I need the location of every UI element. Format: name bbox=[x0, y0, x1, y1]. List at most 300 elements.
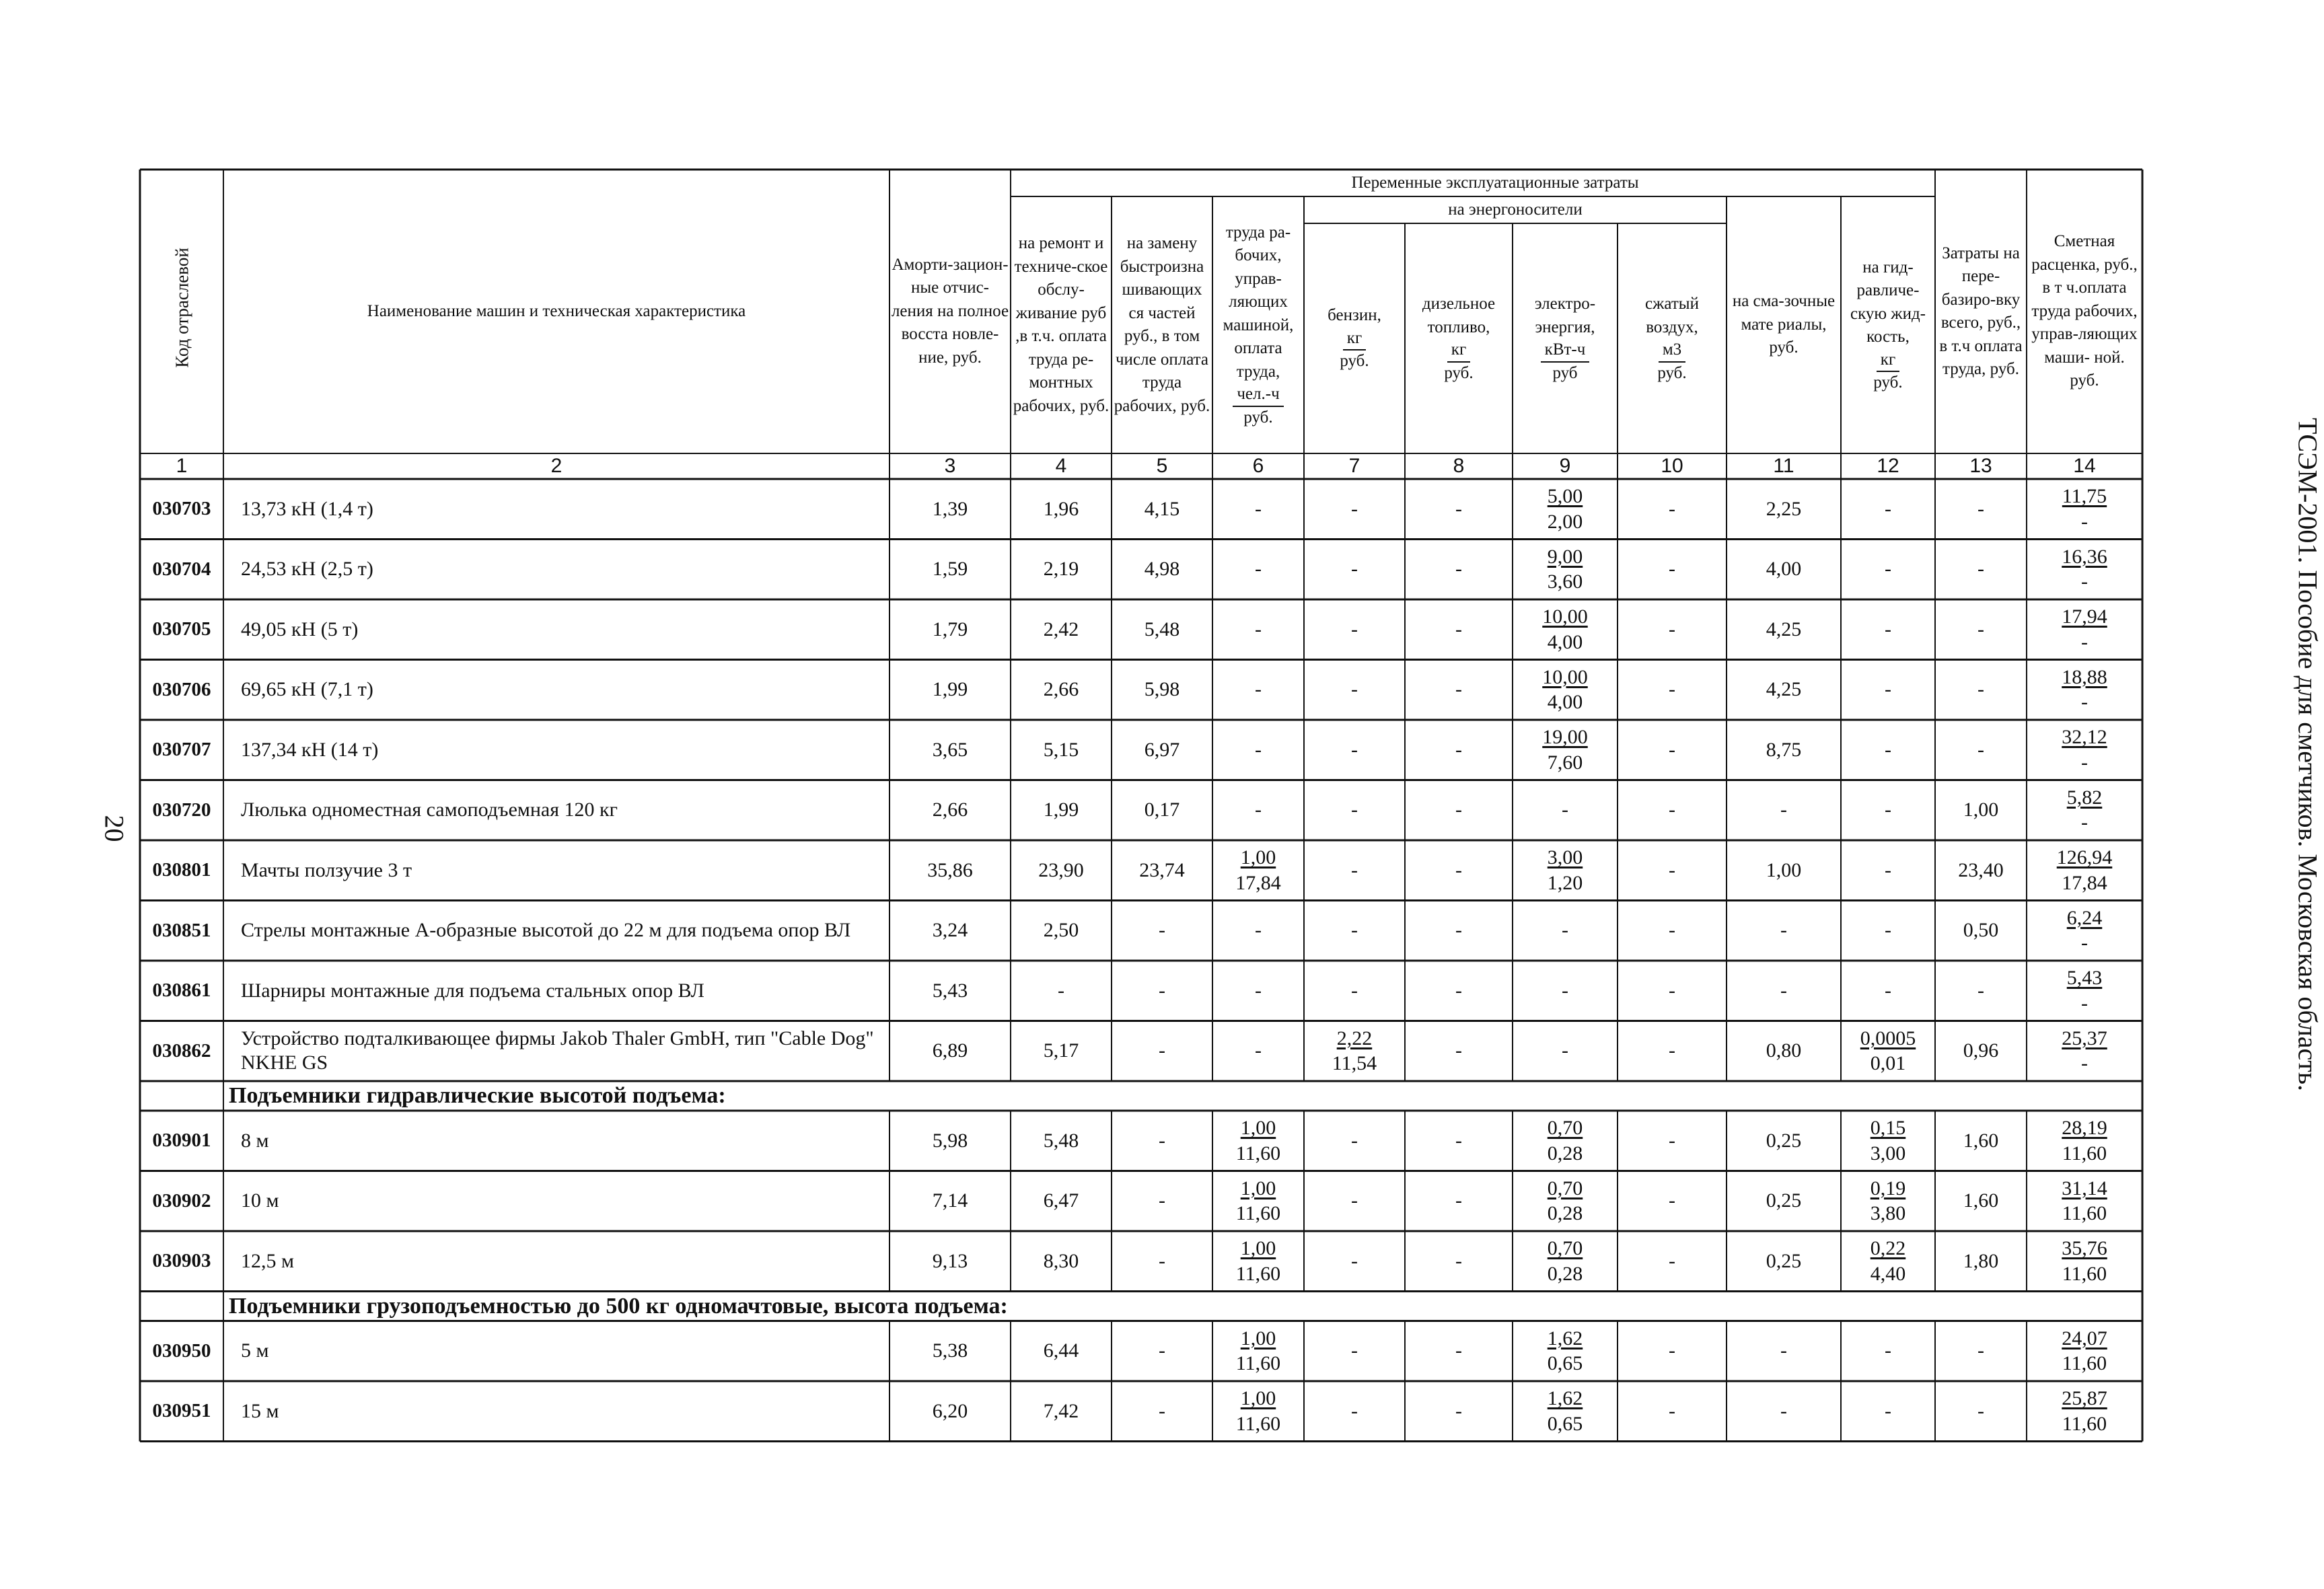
cell-rate bbox=[2027, 1381, 2142, 1442]
cell-petrol: - bbox=[1351, 919, 1358, 942]
cell-rate bbox=[2027, 660, 2142, 720]
cell-labor-bottom: 11,60 bbox=[1235, 1412, 1281, 1435]
cell-air: - bbox=[1669, 558, 1675, 581]
header-labor-unit: чел.-ч bbox=[1233, 383, 1283, 407]
cell-labor bbox=[1212, 1171, 1304, 1232]
cell-lubricants: - bbox=[1780, 1339, 1787, 1362]
header-hydraulic: на гид-равличе-скую жид-кость, $\frac{кг}{\text{руб.}}$ bbox=[1850, 258, 1926, 392]
cell-labor-bottom: 11,60 bbox=[1235, 1262, 1281, 1285]
cell-replace: 23,74 bbox=[1139, 858, 1185, 881]
cell-replace: 4,98 bbox=[1144, 558, 1180, 581]
cell-electric bbox=[1513, 1381, 1618, 1442]
row-name: Стрелы монтажные А-образные высотой до 22 м для подъема опор ВЛ bbox=[241, 919, 851, 942]
cell-electric bbox=[1513, 1111, 1618, 1171]
cell-petrol: - bbox=[1351, 497, 1358, 520]
header-code: Код отраслевой bbox=[172, 248, 192, 368]
cell-electric-top: 0,70 bbox=[1547, 1177, 1583, 1199]
column-number-1: 1 bbox=[176, 455, 188, 477]
cell-amortization: 1,79 bbox=[932, 618, 968, 640]
header-rate: Сметная расценка, руб., в т ч.оплата труда рабочих, управ-ляющих маши- ной. руб. bbox=[2031, 232, 2138, 390]
cell-rate-top: 35,76 bbox=[2062, 1237, 2107, 1260]
cell-labor: - bbox=[1255, 558, 1262, 581]
cell-transfer: - bbox=[1977, 618, 1984, 640]
cell-rate bbox=[2027, 1171, 2142, 1232]
cell-electric-bottom: 0,65 bbox=[1547, 1412, 1583, 1435]
cell-petrol: - bbox=[1351, 678, 1358, 701]
cell-diesel: - bbox=[1455, 497, 1462, 520]
cell-replace: - bbox=[1159, 1249, 1165, 1272]
row-code: 030851 bbox=[152, 919, 211, 941]
cell-air: - bbox=[1669, 618, 1675, 640]
cell-rate bbox=[2027, 901, 2142, 961]
cell-amortization: 5,38 bbox=[932, 1339, 968, 1362]
cell-air: - bbox=[1669, 738, 1675, 761]
cell-electric bbox=[1513, 479, 1618, 540]
cell-petrol: - bbox=[1351, 1249, 1358, 1272]
cell-rate-bottom: 17,84 bbox=[2062, 871, 2107, 894]
cell-repair: 1,96 bbox=[1043, 497, 1079, 520]
cell-rate-bottom: 11,60 bbox=[2062, 1202, 2107, 1225]
cell-repair: 2,66 bbox=[1043, 678, 1079, 701]
cell-rate bbox=[2027, 599, 2142, 660]
cell-amortization: 5,98 bbox=[932, 1129, 968, 1152]
cell-rate-bottom: - bbox=[2081, 932, 2088, 955]
cell-diesel: - bbox=[1455, 678, 1462, 701]
cell-hydraulic bbox=[1841, 1171, 1935, 1232]
cell-rate bbox=[2027, 1231, 2142, 1292]
cell-hydraulic: - bbox=[1885, 858, 1891, 881]
cell-rate-top: 31,14 bbox=[2062, 1177, 2107, 1199]
cell-electric-bottom: 0,28 bbox=[1547, 1262, 1583, 1285]
row-code: 030951 bbox=[152, 1400, 211, 1422]
cell-rate bbox=[2027, 1321, 2142, 1382]
cell-replace: 5,48 bbox=[1144, 618, 1180, 640]
row-name: 8 м bbox=[241, 1129, 269, 1152]
cell-electric bbox=[1513, 1321, 1618, 1382]
cell-transfer: 0,96 bbox=[1963, 1039, 1999, 1062]
row-name: Мачты ползучие 3 т bbox=[241, 858, 412, 881]
row-name: 49,05 кН (5 т) bbox=[241, 618, 359, 640]
cell-labor-top: 1,00 bbox=[1240, 1237, 1276, 1260]
row-name: 137,34 кН (14 т) bbox=[241, 738, 379, 761]
cell-electric-bottom: 7,60 bbox=[1547, 751, 1583, 774]
cell-electric bbox=[1513, 840, 1618, 901]
cell-hydraulic-bottom: 0,01 bbox=[1870, 1052, 1906, 1075]
cell-electric-top: 10,00 bbox=[1542, 665, 1588, 688]
cell-electric bbox=[1513, 1171, 1618, 1232]
cell-electric: - bbox=[1562, 799, 1568, 821]
cell-labor-bottom: 11,60 bbox=[1235, 1352, 1281, 1375]
cell-rate bbox=[2027, 540, 2142, 600]
cell-petrol: - bbox=[1351, 979, 1358, 1002]
cell-labor-bottom: 11,60 bbox=[1235, 1202, 1281, 1225]
cell-hydraulic-bottom: 3,00 bbox=[1870, 1142, 1906, 1165]
row-name: Устройство подталкивающее фирмы Jakob Thaler GmbH, тип "Cable Dog" NKHE GS bbox=[241, 1027, 874, 1074]
cell-amortization: 1,99 bbox=[932, 678, 968, 701]
cell-amortization: 6,89 bbox=[932, 1039, 968, 1062]
cell-lubricants: 8,75 bbox=[1766, 738, 1802, 761]
cell-replace: 6,97 bbox=[1144, 738, 1180, 761]
cell-electric-bottom: 2,00 bbox=[1547, 510, 1583, 533]
cell-rate-bottom: 11,60 bbox=[2062, 1352, 2107, 1375]
cell-transfer: - bbox=[1977, 1399, 1984, 1422]
header-electric: электро-энергия, $\frac{\text{кВт-ч}}{\text{руб}}$ bbox=[1534, 295, 1596, 382]
cell-amortization: 6,20 bbox=[932, 1399, 968, 1422]
cell-diesel: - bbox=[1455, 558, 1462, 581]
cell-labor bbox=[1212, 1111, 1304, 1171]
cell-labor bbox=[1212, 1321, 1304, 1382]
cell-diesel: - bbox=[1455, 738, 1462, 761]
cell-rate-top: 25,87 bbox=[2062, 1387, 2107, 1410]
cell-hydraulic-top: 0,22 bbox=[1870, 1237, 1906, 1260]
cell-electric bbox=[1513, 599, 1618, 660]
cell-petrol: - bbox=[1351, 558, 1358, 581]
cell-lubricants: - bbox=[1780, 799, 1787, 821]
cell-rate-top: 16,36 bbox=[2062, 545, 2107, 568]
cell-diesel: - bbox=[1455, 858, 1462, 881]
cell-petrol: - bbox=[1351, 1129, 1358, 1152]
cell-hydraulic: - bbox=[1885, 558, 1891, 581]
header-amortization: Аморти-зацион-ные отчис-ления на полное восста новле-ние, руб. bbox=[891, 255, 1009, 367]
cell-electric-bottom: 0,28 bbox=[1547, 1202, 1583, 1225]
header-transfer: Затраты на пере-базиро-вку всего, руб., в т.ч оплата труда, руб. bbox=[1939, 244, 2023, 378]
cell-lubricants: 2,25 bbox=[1766, 497, 1802, 520]
cell-repair: 5,48 bbox=[1043, 1129, 1079, 1152]
row-name: Люлька одноместная самоподъемная 120 кг bbox=[241, 799, 618, 821]
row-code: 030903 bbox=[152, 1250, 211, 1272]
cell-air: - bbox=[1669, 1039, 1675, 1062]
cell-hydraulic bbox=[1841, 1021, 1935, 1082]
cell-electric-bottom: 3,60 bbox=[1547, 570, 1583, 593]
cell-replace: - bbox=[1159, 919, 1165, 942]
cell-hydraulic: - bbox=[1885, 919, 1891, 942]
cell-rate-top: 18,88 bbox=[2062, 665, 2107, 688]
cell-petrol-bottom: 11,54 bbox=[1332, 1052, 1377, 1075]
cell-hydraulic: - bbox=[1885, 1399, 1891, 1422]
row-code: 030901 bbox=[152, 1130, 211, 1152]
cell-rate-top: 5,82 bbox=[2066, 786, 2103, 809]
column-number-7: 7 bbox=[1348, 455, 1360, 477]
cell-labor: - bbox=[1255, 979, 1262, 1002]
cell-air: - bbox=[1669, 858, 1675, 881]
cell-diesel: - bbox=[1455, 1339, 1462, 1362]
header-petrol: бензин, $\frac{кг}{\text{руб.}}$ bbox=[1328, 306, 1381, 371]
section-heading: Подъемники грузоподъемностью до 500 кг одномачтовые, высота подъема: bbox=[229, 1293, 1008, 1319]
header-diesel: дизельное топливо, $\frac{кг}{\text{руб.}}$ bbox=[1422, 295, 1496, 382]
cell-transfer: - bbox=[1977, 979, 1984, 1002]
cell-hydraulic: - bbox=[1885, 738, 1891, 761]
cell-rate-top: 24,07 bbox=[2062, 1327, 2107, 1350]
cell-hydraulic: - bbox=[1885, 678, 1891, 701]
cell-rate-bottom: - bbox=[2081, 691, 2088, 714]
cell-hydraulic bbox=[1841, 1231, 1935, 1292]
cell-petrol: - bbox=[1351, 618, 1358, 640]
cell-labor-bottom: 17,84 bbox=[1235, 871, 1281, 894]
cell-amortization: 5,43 bbox=[932, 979, 968, 1002]
column-number-3: 3 bbox=[944, 455, 956, 477]
cell-petrol bbox=[1304, 1021, 1405, 1082]
cell-transfer: 0,50 bbox=[1963, 919, 1999, 942]
row-code: 030862 bbox=[152, 1039, 211, 1062]
column-number-8: 8 bbox=[1453, 455, 1465, 477]
row-code: 030720 bbox=[152, 799, 211, 821]
header-variable-costs: Переменные эксплуатационные затраты bbox=[1351, 173, 1639, 192]
cell-electric-top: 3,00 bbox=[1547, 846, 1583, 869]
cell-rate-top: 5,43 bbox=[2066, 967, 2103, 990]
cell-repair: 2,50 bbox=[1043, 919, 1079, 942]
cell-petrol: - bbox=[1351, 1339, 1358, 1362]
cell-transfer: 1,60 bbox=[1963, 1189, 1999, 1212]
cell-electric-top: 0,70 bbox=[1547, 1237, 1583, 1260]
row-code: 030801 bbox=[152, 859, 211, 881]
cell-diesel: - bbox=[1455, 618, 1462, 640]
cell-lubricants: 0,25 bbox=[1766, 1249, 1802, 1272]
header-lubricants: на сма-зочные мате риалы, руб. bbox=[1732, 292, 1836, 357]
cell-labor-top: 1,00 bbox=[1240, 1117, 1276, 1140]
cell-diesel: - bbox=[1455, 979, 1462, 1002]
cell-amortization: 3,65 bbox=[932, 738, 968, 761]
header-labor: труда ра-бочих, управ-ляющих машиной, оплата труда, $\frac{\text{чел.-ч}}{\text{руб.}}$ bbox=[1212, 196, 1304, 453]
cell-rate-bottom: - bbox=[2081, 811, 2088, 834]
cell-electric-bottom: 4,00 bbox=[1547, 630, 1583, 653]
cell-replace: - bbox=[1159, 1399, 1165, 1422]
header-name: Наименование машин и техническая характеристика bbox=[367, 301, 746, 320]
row-code: 030902 bbox=[152, 1189, 211, 1212]
cell-transfer: 1,60 bbox=[1963, 1129, 1999, 1152]
cell-labor bbox=[1212, 1231, 1304, 1292]
header-energy: на энергоносители bbox=[1448, 200, 1583, 219]
row-code: 030706 bbox=[152, 678, 211, 700]
cell-diesel: - bbox=[1455, 799, 1462, 821]
cell-labor-top: 1,00 bbox=[1240, 1177, 1276, 1199]
cell-repair: 2,19 bbox=[1043, 558, 1079, 581]
cell-labor: - bbox=[1255, 799, 1262, 821]
cell-hydraulic-bottom: 3,80 bbox=[1870, 1202, 1906, 1225]
row-code: 030703 bbox=[152, 498, 211, 520]
cell-petrol: - bbox=[1351, 1189, 1358, 1212]
page-number: 20 bbox=[99, 815, 130, 842]
cell-hydraulic-top: 0,15 bbox=[1870, 1117, 1906, 1140]
cell-electric-top: 10,00 bbox=[1542, 605, 1588, 628]
cell-repair: 6,47 bbox=[1043, 1189, 1079, 1212]
row-code: 030707 bbox=[152, 739, 211, 761]
row-name: 69,65 кН (7,1 т) bbox=[241, 678, 373, 701]
cell-rate-top: 11,75 bbox=[2062, 485, 2107, 508]
column-number-2: 2 bbox=[550, 455, 562, 477]
cell-lubricants: - bbox=[1780, 919, 1787, 942]
column-number-10: 10 bbox=[1661, 455, 1683, 477]
cell-petrol: - bbox=[1351, 1399, 1358, 1422]
cell-rate bbox=[2027, 479, 2142, 540]
cell-rate-top: 17,94 bbox=[2062, 605, 2107, 628]
cell-amortization: 3,24 bbox=[932, 919, 968, 942]
cell-hydraulic: - bbox=[1885, 1339, 1891, 1362]
header-labor-currency: руб. bbox=[1243, 408, 1273, 427]
column-number-5: 5 bbox=[1156, 455, 1168, 477]
cell-diesel: - bbox=[1455, 1189, 1462, 1212]
cell-electric-top: 5,00 bbox=[1547, 485, 1583, 508]
column-number-9: 9 bbox=[1559, 455, 1571, 477]
cell-air: - bbox=[1669, 799, 1675, 821]
cell-repair: 6,44 bbox=[1043, 1339, 1079, 1362]
cell-electric-top: 1,62 bbox=[1547, 1327, 1583, 1350]
cell-air: - bbox=[1669, 497, 1675, 520]
cell-lubricants: 0,80 bbox=[1766, 1039, 1802, 1062]
cell-rate-bottom: - bbox=[2080, 510, 2088, 533]
row-name: 13,73 кН (1,4 т) bbox=[241, 497, 373, 520]
cell-air: - bbox=[1669, 919, 1675, 942]
cell-lubricants: 4,00 bbox=[1766, 558, 1802, 581]
cell-replace: 0,17 bbox=[1144, 799, 1180, 821]
row-code: 030704 bbox=[152, 558, 211, 580]
cell-replace: - bbox=[1159, 1039, 1165, 1062]
cell-repair: 5,15 bbox=[1043, 738, 1079, 761]
cell-rate-top: 32,12 bbox=[2062, 726, 2107, 749]
cell-replace: 5,98 bbox=[1144, 678, 1180, 701]
cell-petrol-top: 2,22 bbox=[1336, 1027, 1373, 1049]
cell-diesel: - bbox=[1455, 919, 1462, 942]
cell-amortization: 1,59 bbox=[932, 558, 968, 581]
cell-transfer: 23,40 bbox=[1958, 858, 2004, 881]
cell-rate-bottom: - bbox=[2081, 570, 2088, 593]
cell-electric-top: 9,00 bbox=[1547, 545, 1583, 568]
cell-electric-top: 19,00 bbox=[1542, 726, 1588, 749]
cell-diesel: - bbox=[1455, 1399, 1462, 1422]
cell-replace: - bbox=[1159, 1189, 1165, 1212]
cell-diesel: - bbox=[1455, 1249, 1462, 1272]
cell-hydraulic-top: 0,19 bbox=[1870, 1177, 1906, 1199]
cell-air: - bbox=[1669, 678, 1675, 701]
cell-replace: - bbox=[1159, 1129, 1165, 1152]
cell-lubricants: 1,00 bbox=[1766, 858, 1802, 881]
header-air: сжатый воздух, $\frac{м3}{\text{руб.}}$ bbox=[1645, 295, 1699, 382]
cell-rate-bottom: - bbox=[2081, 1052, 2088, 1075]
cell-rate bbox=[2027, 780, 2142, 841]
cell-rate-bottom: 11,60 bbox=[2062, 1142, 2107, 1165]
cell-hydraulic: - bbox=[1885, 979, 1891, 1002]
cell-labor bbox=[1212, 840, 1304, 901]
row-name: 15 м bbox=[241, 1399, 279, 1422]
section-heading: Подъемники гидравлические высотой подъема: bbox=[229, 1083, 726, 1108]
row-name: 12,5 м bbox=[241, 1249, 294, 1272]
column-number-11: 11 bbox=[1773, 455, 1794, 477]
cell-labor: - bbox=[1255, 497, 1262, 520]
cell-amortization: 1,39 bbox=[932, 497, 968, 520]
row-name: 10 м bbox=[241, 1189, 279, 1212]
cell-rate-top: 6,24 bbox=[2066, 906, 2103, 929]
cell-repair: 2,42 bbox=[1043, 618, 1079, 640]
cell-air: - bbox=[1669, 979, 1675, 1002]
cell-transfer: 1,80 bbox=[1963, 1249, 1999, 1272]
cell-hydraulic-bottom: 4,40 bbox=[1870, 1262, 1906, 1285]
cell-lubricants: 0,25 bbox=[1766, 1189, 1802, 1212]
cell-rate bbox=[2027, 1021, 2142, 1082]
header-replace: на замену быстроизна шивающих ся частей руб., в том числе оплата труда рабочих, руб. bbox=[1114, 234, 1210, 415]
header-repair: на ремонт и техниче-ское обслу-живание руб ,в т.ч. оплата труда ре-монтных рабочих, руб. bbox=[1013, 234, 1110, 415]
cell-rate bbox=[2027, 840, 2142, 901]
column-number-12: 12 bbox=[1877, 455, 1899, 477]
cell-labor-bottom: 11,60 bbox=[1235, 1142, 1281, 1165]
row-code: 030705 bbox=[152, 618, 211, 640]
cell-amortization: 7,14 bbox=[932, 1189, 968, 1212]
cell-labor-top: 1,00 bbox=[1240, 1327, 1276, 1350]
cell-electric bbox=[1513, 1231, 1618, 1292]
cell-lubricants: - bbox=[1780, 1399, 1787, 1422]
cell-electric-bottom: 0,28 bbox=[1547, 1142, 1583, 1165]
cell-rate-top: 25,37 bbox=[2062, 1027, 2107, 1049]
cell-electric-bottom: 1,20 bbox=[1547, 871, 1583, 894]
column-number-4: 4 bbox=[1055, 455, 1067, 477]
cell-labor-top: 1,00 bbox=[1240, 846, 1276, 869]
cell-lubricants: - bbox=[1780, 979, 1787, 1002]
cell-labor: - bbox=[1255, 919, 1262, 942]
cell-air: - bbox=[1669, 1399, 1675, 1422]
cell-petrol: - bbox=[1351, 738, 1358, 761]
cell-electric bbox=[1513, 720, 1618, 780]
cell-amortization: 9,13 bbox=[932, 1249, 968, 1272]
cell-replace: - bbox=[1159, 1339, 1165, 1362]
cell-air: - bbox=[1669, 1189, 1675, 1212]
cell-air: - bbox=[1669, 1339, 1675, 1362]
cell-labor: - bbox=[1255, 738, 1262, 761]
cell-amortization: 2,66 bbox=[932, 799, 968, 821]
cell-electric bbox=[1513, 540, 1618, 600]
cell-labor bbox=[1212, 1381, 1304, 1442]
row-name: 24,53 кН (2,5 т) bbox=[241, 558, 373, 581]
cell-rate-bottom: - bbox=[2081, 630, 2088, 653]
cell-repair: 1,99 bbox=[1043, 799, 1079, 821]
cell-air: - bbox=[1669, 1249, 1675, 1272]
cell-hydraulic: - bbox=[1885, 497, 1891, 520]
cell-rate bbox=[2027, 1111, 2142, 1171]
cell-replace: - bbox=[1159, 979, 1165, 1002]
row-name: 5 м bbox=[241, 1339, 269, 1362]
column-number-14: 14 bbox=[2073, 455, 2096, 477]
cell-repair: 5,17 bbox=[1043, 1039, 1079, 1062]
cell-transfer: - bbox=[1977, 738, 1984, 761]
cell-rate bbox=[2027, 961, 2142, 1021]
cell-electric: - bbox=[1562, 1039, 1568, 1062]
row-code: 030950 bbox=[152, 1339, 211, 1362]
cell-electric: - bbox=[1562, 979, 1568, 1002]
cell-lubricants: 0,25 bbox=[1766, 1129, 1802, 1152]
cell-transfer: - bbox=[1977, 1339, 1984, 1362]
column-number-6: 6 bbox=[1252, 455, 1264, 477]
cell-rate bbox=[2027, 720, 2142, 780]
cell-air: - bbox=[1669, 1129, 1675, 1152]
cell-rate-top: 126,94 bbox=[2056, 846, 2113, 869]
cell-rate-bottom: 11,60 bbox=[2062, 1262, 2107, 1285]
cell-electric-bottom: 4,00 bbox=[1547, 691, 1583, 714]
cell-petrol: - bbox=[1351, 858, 1358, 881]
cell-electric-bottom: 0,65 bbox=[1547, 1352, 1583, 1375]
row-name: Шарниры монтажные для подъема стальных опор ВЛ bbox=[241, 979, 704, 1002]
cell-electric: - bbox=[1562, 919, 1568, 942]
side-title: ТСЭМ-2001. Пособие для сметчиков. Московская область. bbox=[2292, 417, 2323, 1092]
cell-electric-top: 0,70 bbox=[1547, 1117, 1583, 1140]
cell-petrol: - bbox=[1351, 799, 1358, 821]
cell-hydraulic bbox=[1841, 1111, 1935, 1171]
cell-hydraulic-top: 0,0005 bbox=[1860, 1027, 1916, 1049]
cell-rate-bottom: 11,60 bbox=[2062, 1412, 2107, 1435]
cell-lubricants: 4,25 bbox=[1766, 678, 1802, 701]
cell-labor: - bbox=[1255, 618, 1262, 640]
cell-repair: 23,90 bbox=[1038, 858, 1084, 881]
cell-repair: 8,30 bbox=[1043, 1249, 1079, 1272]
cell-amortization: 35,86 bbox=[927, 858, 973, 881]
cell-labor: - bbox=[1255, 1039, 1262, 1062]
row-code: 030861 bbox=[152, 980, 211, 1002]
